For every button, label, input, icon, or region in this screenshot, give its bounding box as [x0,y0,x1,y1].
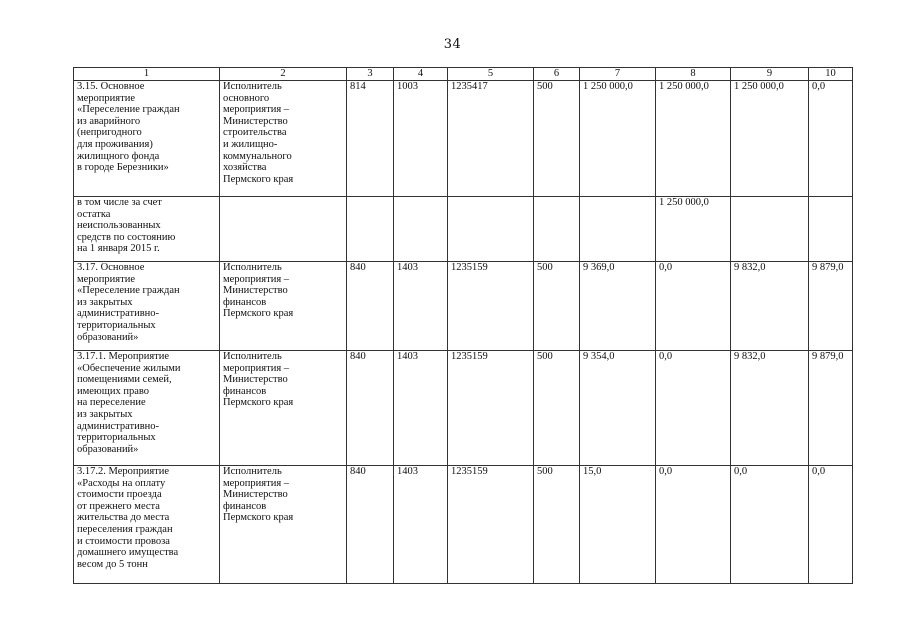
table-cell: 1403 [394,262,448,351]
table-cell: 1003 [394,81,448,197]
column-header: 1 [74,68,220,81]
table-cell [809,197,853,262]
executor-cell: Исполнитель мероприятия – Министерство финансов Пермского края [220,466,347,584]
table-cell: 1235417 [448,81,534,197]
table-cell [580,197,656,262]
table-cell: 9 832,0 [731,262,809,351]
executor-cell: Исполнитель мероприятия – Министерство финансов Пермского края [220,351,347,466]
table-cell: 1403 [394,351,448,466]
table-cell: 15,0 [580,466,656,584]
table-cell: 1 250 000,0 [656,197,731,262]
table-cell: 0,0 [809,81,853,197]
table-cell [448,197,534,262]
table-row [74,197,853,262]
table-cell: 1235159 [448,466,534,584]
table-cell: 1 250 000,0 [731,81,809,197]
activity-name-cell: 3.17. Основное мероприятие «Переселение граждан из закрытых административно- территориальных образований» [74,262,220,351]
table-cell: 0,0 [731,466,809,584]
table-cell: 500 [534,351,580,466]
table-cell: 840 [347,351,394,466]
page-number: 34 [443,37,462,52]
table-cell: 9 354,0 [580,351,656,466]
table-cell: 500 [534,466,580,584]
executor-cell: Исполнитель основного мероприятия – Министерство строительства и жилищно- коммунального хозяйства Пермского края [220,81,347,197]
table-cell: 0,0 [656,262,731,351]
table-cell: 840 [347,262,394,351]
table-cell: 1 250 000,0 [656,81,731,197]
executor-cell: Исполнитель мероприятия – Министерство финансов Пермского края [220,262,347,351]
table-cell: 840 [347,466,394,584]
column-header: 5 [448,68,534,81]
activity-name-cell: 3.17.1. Мероприятие «Обеспечение жилыми помещениями семей, имеющих право на переселение из закрытых административно- территориальных образований» [74,351,220,466]
table-cell: 1235159 [448,351,534,466]
activity-name-cell: 3.17.2. Мероприятие «Расходы на оплату стоимости проезда от прежнего места жительства до места переселения граждан и стоимости провоза домашнего имущества весом до 5 тонн [74,466,220,584]
table-cell: 1235159 [448,262,534,351]
table-cell [731,197,809,262]
activity-name-cell: в том числе за счет остатка неиспользованных средств по состоянию на 1 января 2015 г. [74,197,220,262]
header-row [74,68,853,81]
table-cell: 9 879,0 [809,351,853,466]
table-row [74,81,853,197]
budget-table [73,67,853,584]
column-header: 7 [580,68,656,81]
table-row [74,351,853,466]
table-cell: 500 [534,81,580,197]
table-cell: 0,0 [656,351,731,466]
column-header: 10 [809,68,853,81]
column-header: 2 [220,68,347,81]
table-cell: 1 250 000,0 [580,81,656,197]
table-cell: 814 [347,81,394,197]
column-header: 4 [394,68,448,81]
table-cell: 9 832,0 [731,351,809,466]
table-cell [347,197,394,262]
column-header: 9 [731,68,809,81]
column-header: 6 [534,68,580,81]
table-cell: 0,0 [656,466,731,584]
executor-cell [220,197,347,262]
table-cell: 9 369,0 [580,262,656,351]
table-cell [534,197,580,262]
table-cell [394,197,448,262]
table-cell: 9 879,0 [809,262,853,351]
column-header: 3 [347,68,394,81]
table-row [74,466,853,584]
table-row [74,262,853,351]
table-cell: 1403 [394,466,448,584]
activity-name-cell: 3.15. Основное мероприятие «Переселение граждан из аварийного (непригодного для проживания) жилищного фонда в городе Березники» [74,81,220,197]
table-cell: 0,0 [809,466,853,584]
column-header: 8 [656,68,731,81]
table-cell: 500 [534,262,580,351]
